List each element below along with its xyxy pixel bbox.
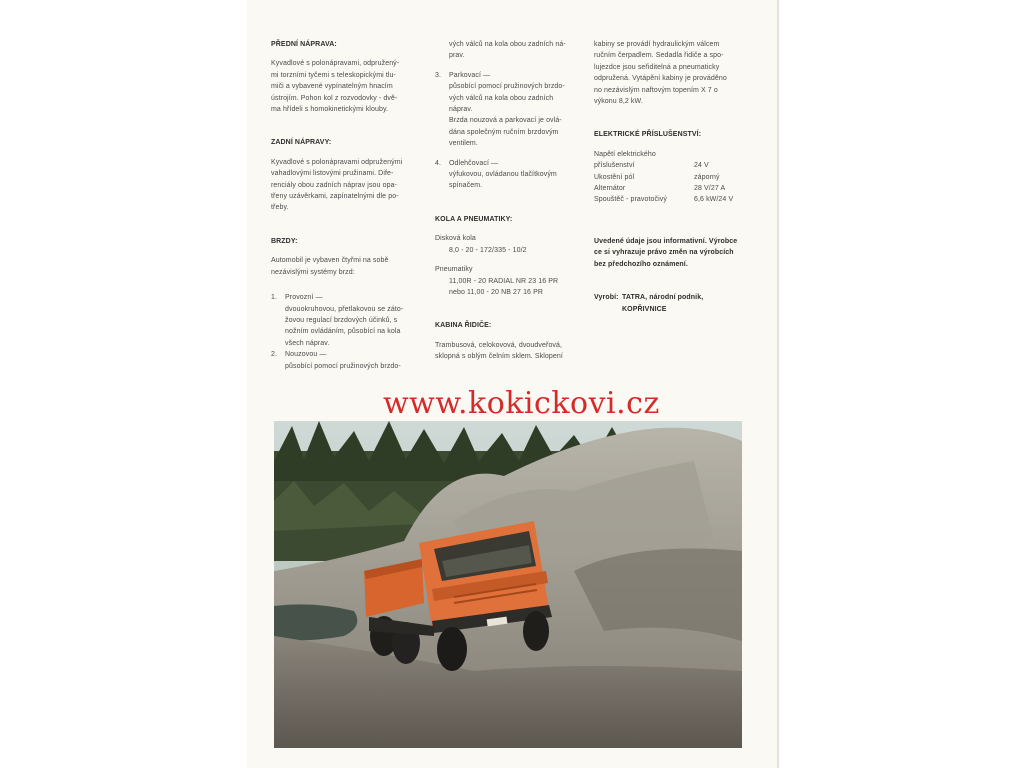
list-number: 4. <box>435 159 442 167</box>
maker-row <box>594 292 759 315</box>
text-line: miči a vybavené vypínatelným hnacím <box>271 83 393 91</box>
wheels-heading: KOLA A PNEUMATIKY: <box>435 215 513 223</box>
list-number: 1. <box>271 294 278 302</box>
text-line: ručním čerpadlem. Sedadla řidiče a spo- <box>594 52 724 60</box>
text-line: Kyvadlové s polonápravami odpruženými <box>271 158 403 166</box>
text-line: dána společným ručním brzdovým <box>449 128 559 136</box>
text-line: vých válců na kola obou zadních <box>449 94 554 102</box>
text-line: ventilem. <box>449 140 478 148</box>
electrical-heading: ELEKTRICKÉ PŘÍSLUŠENSTVÍ: <box>594 131 702 139</box>
text-line: působící pomocí pružinových brzdo- <box>449 83 565 91</box>
disc-wheels-label: Disková kola <box>435 235 476 243</box>
text-line: spínačem. <box>449 182 483 190</box>
maker-line-2: KOPŘIVNICE <box>622 305 667 313</box>
spec-row-ground <box>594 172 759 183</box>
rear-axle-heading: ZADNÍ NÁPRAVY: <box>271 139 332 147</box>
column-right <box>594 39 759 315</box>
voltage-label: Napětí elektrického <box>594 150 656 158</box>
text-line: vých válců na kola obou zadních ná- <box>449 41 566 48</box>
text-line: náprav. <box>449 106 473 114</box>
brake-item-1 <box>271 292 421 349</box>
text-line: kabiny se provádí hydraulickým válcem <box>594 41 720 48</box>
text-line: Odlehčovací — <box>449 159 499 167</box>
text-line: no nezávislým naftovým topením X 7 o <box>594 86 718 94</box>
spec-value: záporný <box>694 173 720 181</box>
website-watermark: www.kokickovi.cz <box>383 386 660 421</box>
spec-value: 6,6 kW/24 V <box>694 196 734 204</box>
spec-label: Spouštěč - pravotočivý <box>594 196 668 204</box>
text-line: renciály obou zadních náprav jsou opa- <box>271 181 397 189</box>
notice-line: ce si vyhrazuje právo změn na výrobcích <box>594 249 734 257</box>
brakes-heading: BRZDY: <box>271 237 298 245</box>
spec-row-voltage <box>594 160 759 171</box>
list-number: 3. <box>435 71 442 79</box>
text-line: nezávislými systémy brzd: <box>271 268 355 276</box>
text-line: Parkovací — <box>449 71 491 79</box>
water-pool <box>274 604 357 640</box>
quarry-scene <box>274 421 742 748</box>
column-left <box>271 39 421 372</box>
disc-wheels-value: 8,0 - 20 - 172/335 - 10/2 <box>449 246 527 254</box>
text-line: odpružená. Vytápění kabiny je prováděno <box>594 75 727 83</box>
spec-value: 24 V <box>694 162 709 170</box>
spec-row-alternator <box>594 183 759 194</box>
text-line: žovou regulací brzdových účinků, s <box>285 316 398 324</box>
text-line: vahadlovými listovými pružinami. Dife- <box>271 170 394 178</box>
tyres-value-1: 11,00R - 20 RADIAL NR 23 16 PR <box>449 277 559 285</box>
text-line: Brzda nouzová a parkovací je ovlá- <box>449 117 562 125</box>
text-line: nožním ovládáním, působící na kola <box>285 328 401 336</box>
text-line: sklopná s oblým čelním sklem. Sklopení <box>435 353 563 361</box>
text-line: Trambusová, celokovová, dvoudveřová, <box>435 341 563 349</box>
spec-label: příslušenství <box>594 162 635 170</box>
text-line: výkonu 8,2 kW. <box>594 98 643 106</box>
tyres-value-2: nebo 11,00 - 20 NB 27 16 PR <box>449 288 544 296</box>
spec-label: Alternátor <box>594 185 626 193</box>
text-line: ma hřídeli s homokinetickými klouby. <box>271 106 389 114</box>
text-line: mi torzními tyčemi s teleskopickými tlu- <box>271 71 396 79</box>
cab-heading: KABINA ŘIDIČE: <box>435 322 492 330</box>
brake-item-2 <box>271 349 421 372</box>
notice-line: bez předchozího oznámení. <box>594 260 688 268</box>
spec-label: Ukostění pól <box>594 173 635 181</box>
text-line: Nouzovou — <box>285 351 327 359</box>
text-line: třeny uzávěrkami, zapínatelnými dle po- <box>271 193 399 201</box>
text-line: třeby. <box>271 204 289 212</box>
spec-row-starter <box>594 194 759 205</box>
brake-item-3 <box>435 70 585 150</box>
text-line: prav. <box>449 52 465 60</box>
text-line: výfukovou, ovládanou tlačítkovým <box>449 171 557 179</box>
maker-line-1: TATRA, národní podnik, <box>622 294 704 302</box>
text-line: působící pomocí pružinových brzdo- <box>285 362 401 370</box>
front-axle-heading: PŘEDNÍ NÁPRAVA: <box>271 41 337 48</box>
tyres-label: Pneumatiky <box>435 266 473 274</box>
text-line: dvouokruhovou, přetlakovou se záto- <box>285 305 404 313</box>
spec-value: 28 V/27 A <box>694 185 726 193</box>
page-edge <box>777 0 779 768</box>
column-middle <box>435 39 585 363</box>
brake-item-4 <box>435 158 585 192</box>
text-line: Provozní — <box>285 294 323 302</box>
notice-line: Uvedené údaje jsou informativní. Výrobce <box>594 237 738 245</box>
list-number: 2. <box>271 351 278 359</box>
maker-label: Vyrobí: <box>594 294 619 302</box>
text-line: Automobil je vybaven čtyřmi na sobě <box>271 257 389 265</box>
text-line: všech náprav. <box>285 339 330 347</box>
text-line: Kyvadlové s polonápravami, odpružený- <box>271 60 400 68</box>
truck-photo <box>274 421 742 748</box>
text-line: lujezdce jsou seřiditelná a pneumaticky <box>594 63 720 71</box>
text-line: ústrojím. Pohon kol z rozvodovky - dvě- <box>271 94 398 102</box>
